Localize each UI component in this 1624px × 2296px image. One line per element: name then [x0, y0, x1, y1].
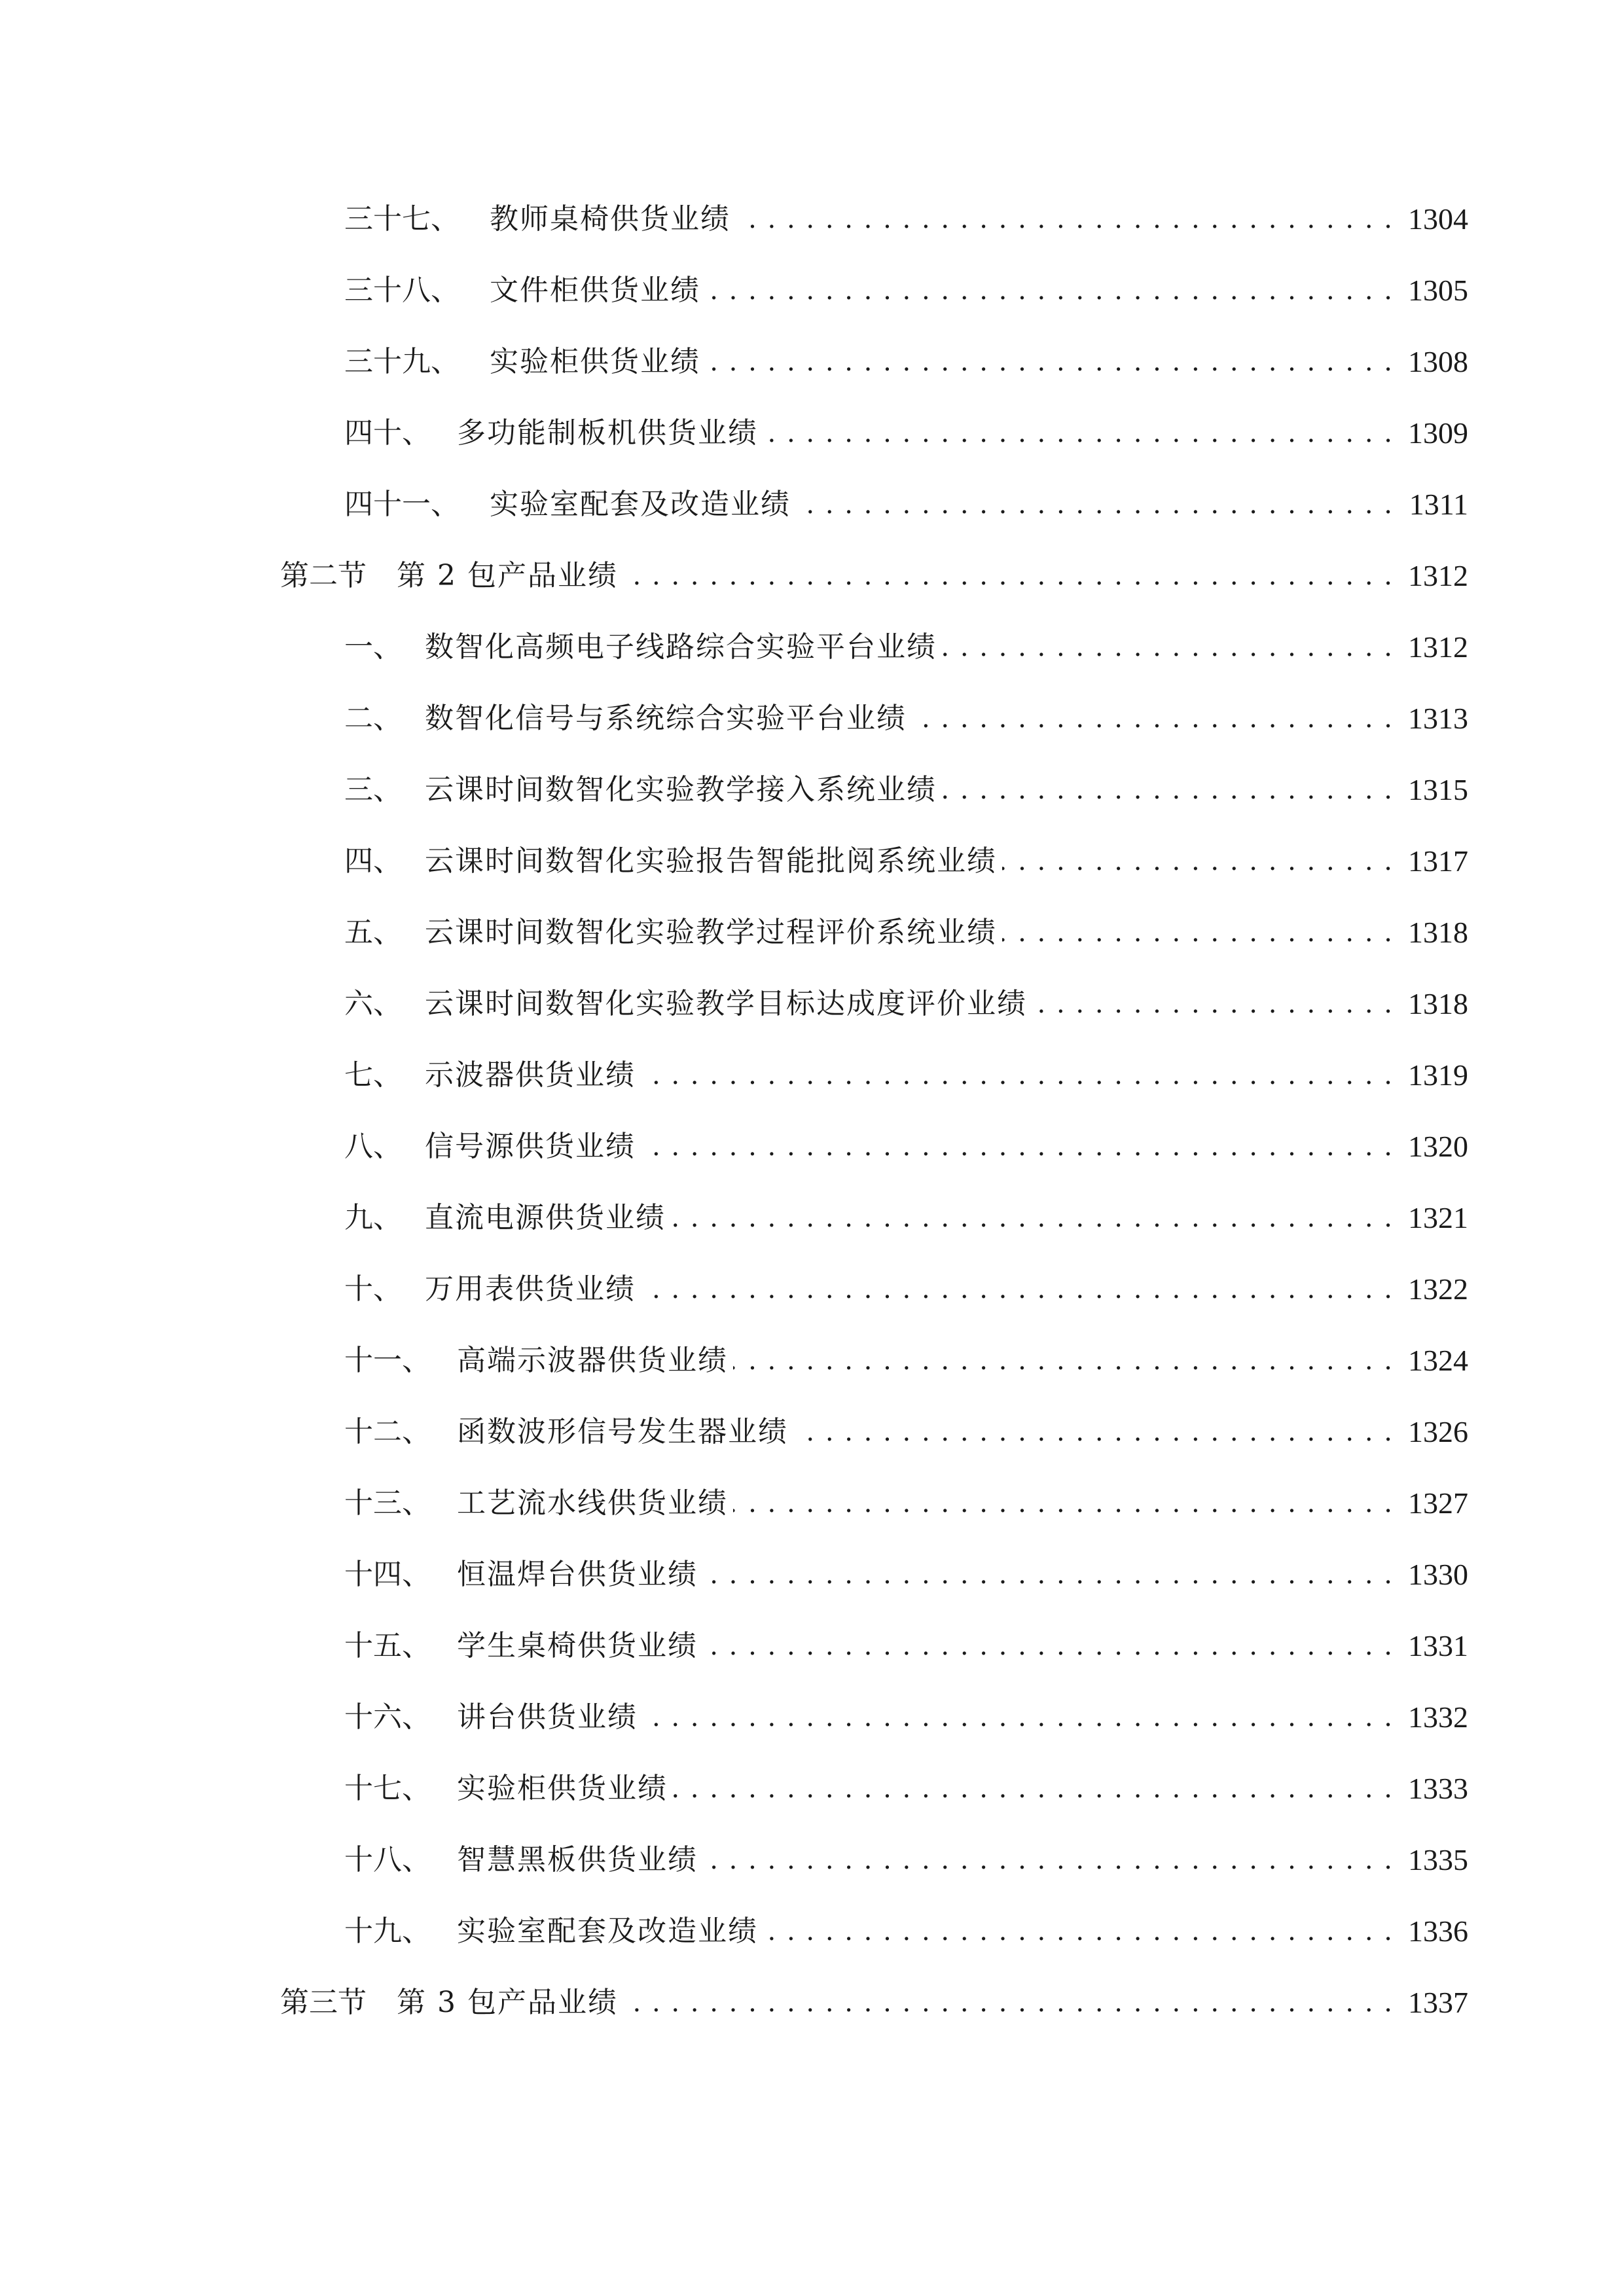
toc-dot-leader: [671, 1195, 1394, 1241]
toc-entry-number: 十七、: [344, 1772, 431, 1805]
toc-dot-leader: [641, 1266, 1394, 1312]
toc-entry[interactable]: [344, 1266, 1468, 1312]
toc-entry-title: 直流电源供货业绩: [425, 1201, 666, 1234]
toc-entry-number: 十八、: [344, 1843, 431, 1876]
toc-dot-leader: [623, 553, 1394, 599]
toc-entry-page: 1327: [1408, 1486, 1468, 1520]
toc-entry-page: 1335: [1408, 1843, 1468, 1876]
toc-section-number: 第三节: [280, 1986, 367, 2019]
toc-entry-number: 四、: [344, 844, 402, 878]
toc-dot-leader: [733, 1338, 1394, 1384]
toc-entry[interactable]: [344, 1552, 1468, 1598]
toc-dot-leader: [736, 196, 1394, 242]
toc-entry[interactable]: [344, 268, 1468, 314]
toc-entry-title: 信号源供货业绩: [425, 1130, 636, 1163]
toc-entry[interactable]: [344, 410, 1468, 456]
toc-section-title: 第 3 包产品业绩: [397, 1986, 618, 2019]
toc-dot-leader: [673, 1766, 1394, 1812]
toc-entry[interactable]: [344, 1195, 1468, 1241]
toc-entry-number: 三十八、: [344, 274, 460, 307]
toc-entry-title: 教师桌椅供货业绩: [490, 202, 731, 236]
toc-entry-number: 二、: [344, 702, 402, 735]
toc-entry-page: 1321: [1408, 1201, 1468, 1234]
toc-entry-number: 十二、: [344, 1415, 431, 1448]
toc-entry-number: 七、: [344, 1058, 402, 1092]
toc-dot-leader: [706, 268, 1394, 314]
toc-entry-page: 1317: [1408, 844, 1468, 878]
toc-section-entry[interactable]: [280, 1980, 1468, 2026]
toc-entry-number: 十一、: [344, 1344, 431, 1377]
toc-entry-number: 十四、: [344, 1558, 431, 1591]
toc-dot-leader: [1032, 981, 1394, 1027]
toc-entry-page: 1331: [1408, 1629, 1468, 1662]
toc-entry-page: 1315: [1408, 773, 1468, 806]
toc-section-page: 1312: [1408, 559, 1468, 592]
toc-entry-page: 1318: [1408, 987, 1468, 1020]
toc-entry-number: 六、: [344, 987, 402, 1020]
toc-entry[interactable]: [344, 1409, 1468, 1455]
toc-entry-title: 云课时间数智化实验教学目标达成度评价业绩: [425, 987, 1027, 1020]
toc-entry-page: 1336: [1408, 1914, 1468, 1948]
toc-dot-leader: [942, 624, 1394, 670]
toc-dot-leader: [912, 696, 1394, 742]
toc-entry-number: 五、: [344, 916, 402, 949]
toc-entry-page: 1319: [1408, 1058, 1468, 1092]
toc-entry-title: 云课时间数智化实验教学过程评价系统业绩: [425, 916, 997, 949]
toc-entry-number: 十五、: [344, 1629, 431, 1662]
toc-entry[interactable]: [344, 1695, 1468, 1740]
toc-entry-page: 1330: [1408, 1558, 1468, 1591]
toc-entry-number: 四十一、: [344, 488, 460, 521]
toc-entry-title: 实验柜供货业绩: [490, 345, 700, 378]
toc-entry-title: 数智化高频电子线路综合实验平台业绩: [425, 630, 937, 664]
toc-entry-page: 1322: [1408, 1272, 1468, 1306]
toc-entry-title: 实验室配套及改造业绩: [490, 488, 791, 521]
toc-entry-title: 恒温焊台供货业绩: [457, 1558, 698, 1591]
toc-entry-number: 三十七、: [344, 202, 460, 236]
toc-dot-leader: [706, 339, 1394, 385]
toc-dot-leader: [641, 1124, 1394, 1170]
toc-entry-title: 学生桌椅供货业绩: [457, 1629, 698, 1662]
toc-dot-leader: [703, 1623, 1394, 1669]
toc-dot-leader: [942, 767, 1394, 813]
toc-entry[interactable]: [344, 767, 1468, 813]
toc-entry[interactable]: [344, 1052, 1468, 1098]
toc-entry[interactable]: [344, 910, 1468, 956]
toc-entry-page: 1333: [1408, 1772, 1468, 1805]
toc-dot-leader: [623, 1980, 1394, 2026]
toc-entry-page: 1320: [1408, 1130, 1468, 1163]
toc-entry[interactable]: [344, 196, 1468, 242]
toc-dot-leader: [763, 410, 1394, 456]
toc-entry-number: 十九、: [344, 1914, 431, 1948]
toc-entry[interactable]: [344, 1480, 1468, 1526]
toc-entry[interactable]: [344, 1623, 1468, 1669]
toc-dot-leader: [763, 1909, 1394, 1954]
toc-section-title: 第 2 包产品业绩: [397, 559, 618, 592]
toc-entry[interactable]: [344, 1124, 1468, 1170]
toc-entry-number: 十三、: [344, 1486, 431, 1520]
toc-dot-leader: [641, 1052, 1394, 1098]
toc-dot-leader: [703, 1552, 1394, 1598]
toc-section-page: 1337: [1408, 1986, 1468, 2019]
toc-entry-number: 八、: [344, 1130, 402, 1163]
toc-entry-title: 文件柜供货业绩: [490, 274, 700, 307]
toc-dot-leader: [793, 1409, 1394, 1455]
toc-dot-leader: [796, 482, 1394, 528]
toc-entry-page: 1311: [1409, 488, 1468, 521]
toc-entry[interactable]: [344, 1837, 1468, 1883]
toc-entry-title: 示波器供货业绩: [425, 1058, 636, 1092]
toc-entry-title: 云课时间数智化实验报告智能批阅系统业绩: [425, 844, 997, 878]
toc-entry-title: 实验柜供货业绩: [457, 1772, 668, 1805]
toc-entry[interactable]: [344, 1766, 1468, 1812]
toc-entry[interactable]: [344, 624, 1468, 670]
toc-entry-title: 云课时间数智化实验教学接入系统业绩: [425, 773, 937, 806]
toc-entry-number: 三、: [344, 773, 402, 806]
toc-entry-page: 1309: [1408, 416, 1468, 450]
toc-entry-number: 一、: [344, 630, 402, 664]
toc-entry-number: 十、: [344, 1272, 402, 1306]
toc-entry-title: 数智化信号与系统综合实验平台业绩: [425, 702, 907, 735]
toc-dot-leader: [643, 1695, 1394, 1740]
toc-dot-leader: [703, 1837, 1394, 1883]
toc-entry[interactable]: [344, 339, 1468, 385]
toc-entry-title: 万用表供货业绩: [425, 1272, 636, 1306]
toc-entry-number: 四十、: [344, 416, 431, 450]
toc-entry[interactable]: [344, 1909, 1468, 1954]
toc-dot-leader: [1002, 910, 1394, 956]
toc-entry-title: 智慧黑板供货业绩: [457, 1843, 698, 1876]
toc-entry-page: 1304: [1408, 202, 1468, 236]
toc-entry-number: 九、: [344, 1201, 402, 1234]
toc-entry-page: 1305: [1408, 274, 1468, 307]
toc-entry-title: 实验室配套及改造业绩: [457, 1914, 758, 1948]
toc-entry[interactable]: [344, 838, 1468, 884]
toc-entry-page: 1332: [1408, 1700, 1468, 1734]
toc-entry-page: 1318: [1408, 916, 1468, 949]
toc-entry-page: 1313: [1408, 702, 1468, 735]
toc-entry[interactable]: [344, 981, 1468, 1027]
toc-entry-title: 函数波形信号发生器业绩: [457, 1415, 788, 1448]
toc-entry-title: 工艺流水线供货业绩: [457, 1486, 728, 1520]
toc-entry-page: 1312: [1408, 630, 1468, 664]
toc-entry-page: 1308: [1408, 345, 1468, 378]
toc-entry[interactable]: [344, 1338, 1468, 1384]
toc-entry-number: 十六、: [344, 1700, 431, 1734]
toc-entry-page: 1324: [1408, 1344, 1468, 1377]
toc-dot-leader: [733, 1480, 1394, 1526]
toc-dot-leader: [1002, 838, 1394, 884]
toc-entry[interactable]: [344, 696, 1468, 742]
toc-entry-number: 三十九、: [344, 345, 460, 378]
toc-entry-title: 高端示波器供货业绩: [457, 1344, 728, 1377]
toc-entry-title: 讲台供货业绩: [457, 1700, 638, 1734]
toc-section-number: 第二节: [280, 559, 367, 592]
toc-section-entry[interactable]: [280, 553, 1468, 599]
toc-entry-page: 1326: [1408, 1415, 1468, 1448]
toc-entry[interactable]: [344, 482, 1468, 528]
toc-entry-title: 多功能制板机供货业绩: [457, 416, 758, 450]
